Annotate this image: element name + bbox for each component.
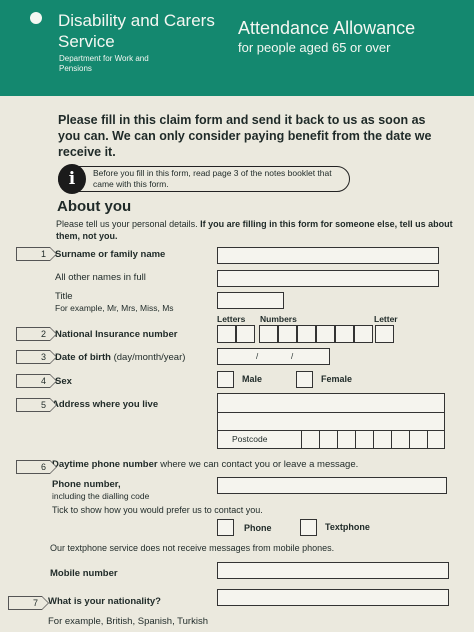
postcode-box-7[interactable] [409,431,427,449]
dob-label-text: Date of birth [55,352,111,363]
dob-input[interactable] [217,348,330,365]
nationality-input[interactable] [217,589,449,606]
section-desc-plain: Please tell us your personal details. [56,219,201,229]
ni-digit-box-2[interactable] [278,325,297,343]
address-label [52,399,158,411]
daytime-phone-label-bold: Daytime phone number [52,459,158,470]
org-name: Disability and Carers Service [58,11,215,51]
surname-label-text: Surname or family name [55,249,166,260]
mobile-number-label [50,568,118,580]
form-header [0,0,474,96]
dob-label [55,352,185,364]
question-number-6: 6 [16,460,50,474]
mobile-number-input[interactable] [217,562,449,579]
ni-letter-heading: Letter [374,314,398,324]
sex-male-checkbox[interactable] [217,371,234,388]
intro-text: Please fill in this claim form and send it back to us as soon as you can. We can only consider paying benefit from the date we receive it. [58,113,432,159]
contact-textphone-label: Textphone [325,522,370,532]
section-description [56,219,456,242]
surname-label [55,249,165,261]
question-number-1: 1 [16,247,50,261]
ni-final-letter-box[interactable] [375,325,394,343]
ni-digit-box-5[interactable] [335,325,354,343]
nationality-hint: For example, British, Spanish, Turkish [48,616,208,627]
ni-numbers-heading: Numbers [260,314,297,324]
question-number-5: 5 [16,398,50,412]
postcode-box-4[interactable] [355,431,373,449]
question-number-3: 3 [16,350,50,364]
postcode-box-2[interactable] [319,431,337,449]
department-name: Department for Work and Pensions [59,54,149,73]
section-desc-bold: If you are filling in this form for someone else, tell us about them, not you. [56,219,453,241]
mobile-number-label-text: Mobile number [50,568,118,579]
notes-notice [58,166,350,192]
dob-slash-2: / [291,352,294,361]
ni-digit-box-1[interactable] [259,325,278,343]
question-number-4: 4 [16,374,50,388]
question-number-7: 7 [8,596,42,610]
daytime-phone-label [52,459,462,471]
title-hint: For example, Mr, Mrs, Miss, Ms [55,303,174,313]
contact-phone-checkbox[interactable] [217,519,234,536]
surname-input[interactable] [217,247,439,264]
phone-number-label [52,479,121,491]
title-input[interactable] [217,292,284,309]
ni-letter-box-1[interactable] [217,325,236,343]
ni-letter-box-2[interactable] [236,325,255,343]
form-subtitle: for people aged 65 or over [238,40,391,55]
nationality-label [48,596,161,608]
form-title: Attendance Allowance [238,18,416,38]
question-number-2: 2 [16,327,50,341]
postcode-label: Postcode [232,434,268,444]
dob-hint: (day/month/year) [110,352,186,363]
sex-female-label: Female [321,374,353,384]
title-label: Title [55,291,73,302]
address-input[interactable] [217,393,445,449]
ni-letters-heading: Letters [217,314,246,324]
sex-female-checkbox[interactable] [296,371,313,388]
phone-number-input[interactable] [217,477,447,494]
notice-text: Before you fill in this form, read page 3 of the notes booklet that came with this form. [93,168,332,189]
daytime-phone-label-rest: where we can contact you or leave a message. [157,459,359,470]
ni-digit-box-3[interactable] [297,325,316,343]
other-names-input[interactable] [217,270,439,287]
ni-digit-box-4[interactable] [316,325,335,343]
sex-label-text: Sex [55,376,72,387]
ni-digit-box-6[interactable] [354,325,373,343]
address-label-text: Address where you live [52,399,159,410]
dob-slash-1: / [256,352,259,361]
contact-preference-text: Tick to show how you would prefer us to contact you. [52,505,263,515]
postcode-box-1[interactable] [301,431,319,449]
ni-number-label-text: National Insurance number [55,329,178,340]
contact-textphone-checkbox[interactable] [300,519,317,536]
address-divider-1 [218,412,444,413]
ni-number-label [55,329,177,341]
section-title: About you [57,198,132,215]
crest-icon [30,12,42,24]
sex-male-label: Male [242,374,263,384]
sex-label [55,376,72,388]
postcode-box-5[interactable] [373,431,391,449]
textphone-note: Our textphone service does not receive messages from mobile phones. [50,543,335,553]
phone-number-hint: including the dialling code [52,491,150,501]
contact-phone-label: Phone [244,523,272,533]
other-names-label: All other names in full [55,272,146,283]
phone-number-label-text: Phone number, [52,479,121,490]
nationality-label-text: What is your nationality? [48,596,161,607]
postcode-box-8[interactable] [427,431,445,449]
postcode-box-6[interactable] [391,431,409,449]
info-icon: i [58,164,86,194]
postcode-box-3[interactable] [337,431,355,449]
